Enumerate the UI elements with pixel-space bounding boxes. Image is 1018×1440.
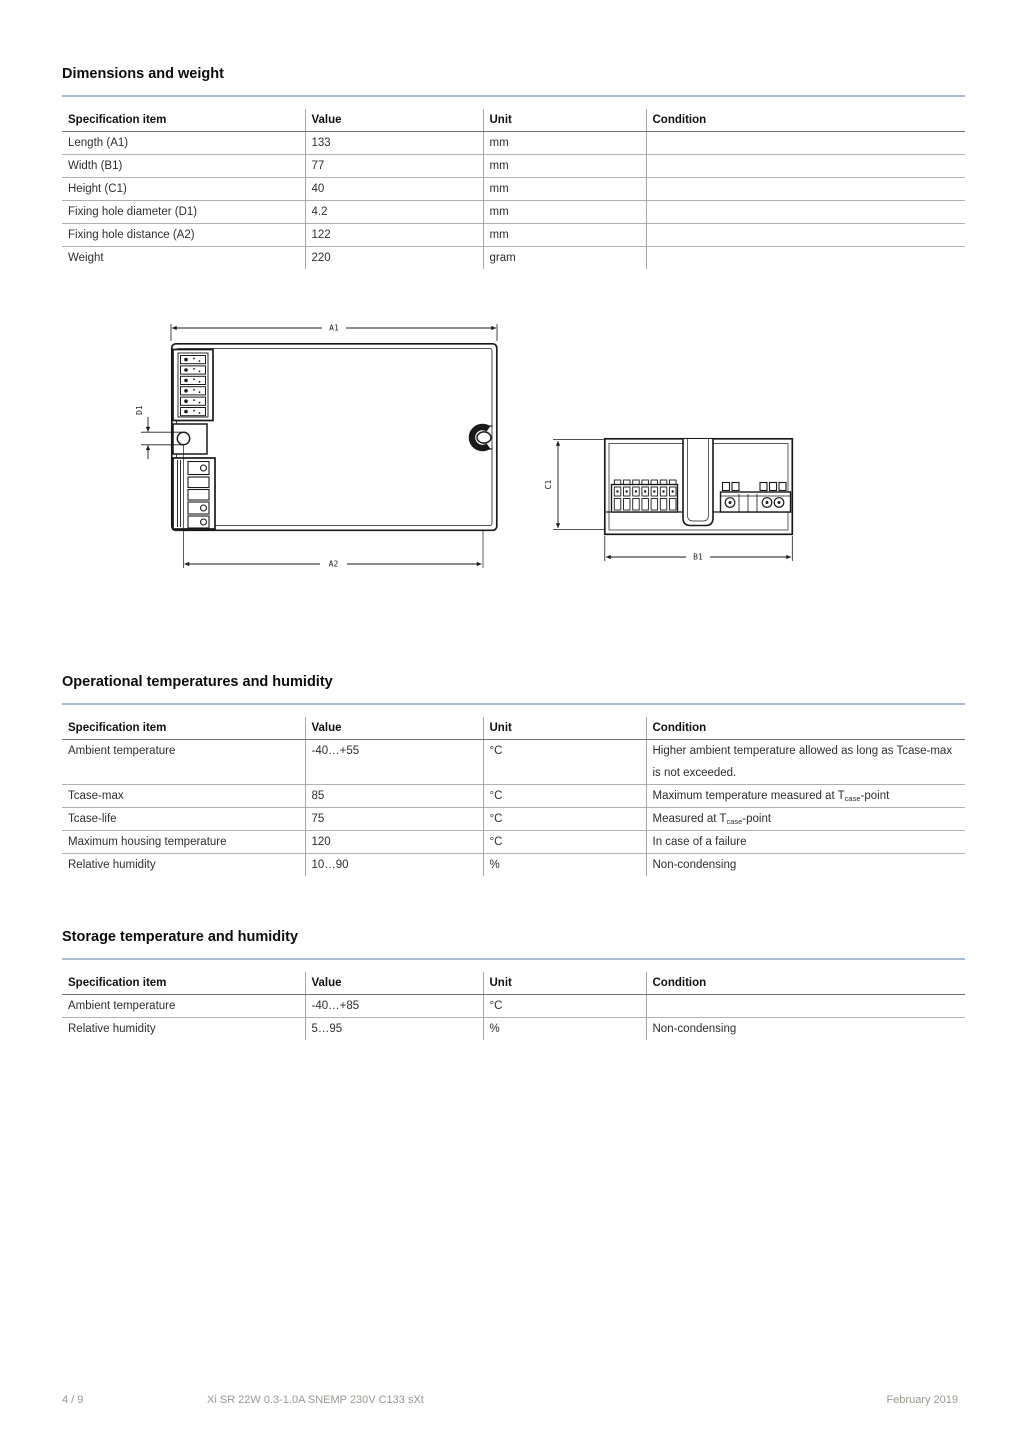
dim-label-b1: B1 xyxy=(693,552,703,562)
value-cell: 4.2 xyxy=(305,201,483,224)
page-footer xyxy=(62,1392,962,1408)
value-cell: 75 xyxy=(305,808,483,831)
value-cell: 10…90 xyxy=(305,854,483,877)
end-view-drawing xyxy=(543,428,813,568)
condition-cell xyxy=(646,224,965,247)
column-header-condition: Condition xyxy=(646,972,965,995)
column-header-specification-item: Specification item xyxy=(62,717,305,740)
fixing-hole xyxy=(177,432,189,444)
table-row xyxy=(62,201,965,224)
spec-item-cell: Fixing hole distance (A2) xyxy=(62,224,305,247)
value-cell: -40…+85 xyxy=(305,995,483,1018)
condition-cell: Non-condensing xyxy=(646,854,965,877)
table-header-row xyxy=(62,109,965,132)
spec-item-cell: Maximum housing temperature xyxy=(62,831,305,854)
condition-cell: In case of a failure xyxy=(646,831,965,854)
section-dimensions-and-weight xyxy=(62,66,965,269)
storage-table xyxy=(62,972,965,1040)
column-header-unit: Unit xyxy=(483,972,646,995)
table-header-row xyxy=(62,972,965,995)
unit-cell: °C xyxy=(483,740,646,785)
table-row xyxy=(62,740,965,785)
unit-cell: °C xyxy=(483,995,646,1018)
section-divider-line xyxy=(62,95,965,97)
condition-cell xyxy=(646,995,965,1018)
unit-cell: °C xyxy=(483,808,646,831)
unit-cell: °C xyxy=(483,785,646,808)
table-row xyxy=(62,808,965,831)
value-cell: 5…95 xyxy=(305,1018,483,1041)
spec-item-cell: Width (B1) xyxy=(62,155,305,178)
spec-item-cell: Relative humidity xyxy=(62,854,305,877)
table-row xyxy=(62,155,965,178)
spec-item-cell: Tcase-life xyxy=(62,808,305,831)
value-cell: -40…+55 xyxy=(305,740,483,785)
spec-item-cell: Height (C1) xyxy=(62,178,305,201)
table-row xyxy=(62,224,965,247)
dimensions-table xyxy=(62,109,965,269)
unit-cell: mm xyxy=(483,178,646,201)
column-header-value: Value xyxy=(305,717,483,740)
column-header-value: Value xyxy=(305,972,483,995)
column-header-condition: Condition xyxy=(646,717,965,740)
condition-cell: Non-condensing xyxy=(646,1018,965,1041)
section-title-storage: Storage temperature and humidity xyxy=(62,929,299,945)
condition-cell: Higher ambient temperature allowed as long as Tcase-max is not exceeded. xyxy=(646,740,965,785)
table-row xyxy=(62,178,965,201)
dim-label-c1: C1 xyxy=(544,479,553,490)
value-cell: 133 xyxy=(305,132,483,155)
spec-item-cell: Length (A1) xyxy=(68,137,129,149)
unit-cell: mm xyxy=(483,132,646,155)
spec-item-cell: Tcase-max xyxy=(62,785,305,808)
condition-cell xyxy=(646,132,965,155)
dim-label-a2: A2 xyxy=(328,559,339,569)
table-row xyxy=(62,1018,965,1041)
footer-date: February 2019 xyxy=(886,1394,958,1406)
condition-cell: Measured at $T_{case}$-point xyxy=(646,808,965,831)
table-row xyxy=(62,785,965,808)
column-header-unit: Unit xyxy=(483,109,646,132)
section-operational-temperatures xyxy=(62,674,965,876)
spec-item-cell: Fixing hole diameter (D1) xyxy=(62,201,305,224)
section-storage-temperature xyxy=(62,929,965,1040)
column-header-unit: Unit xyxy=(483,717,646,740)
spec-item-cell: Ambient temperature xyxy=(68,745,176,757)
value-cell: 122 xyxy=(305,224,483,247)
table-row xyxy=(62,831,965,854)
condition-cell xyxy=(646,155,965,178)
spec-item-cell: Ambient temperature xyxy=(68,1000,176,1012)
unit-cell: % xyxy=(483,854,646,877)
section-divider-line xyxy=(62,703,965,705)
dim-label-a1: A1 xyxy=(329,323,339,333)
page-number: 4 / 9 xyxy=(62,1394,84,1406)
table-row xyxy=(62,247,965,270)
spec-item-cell: Relative humidity xyxy=(62,1018,305,1041)
section-divider-line xyxy=(62,958,965,960)
condition-cell xyxy=(646,247,965,270)
unit-cell: mm xyxy=(483,224,646,247)
table-row xyxy=(62,854,965,877)
top-view-drawing xyxy=(128,312,512,580)
section-title-operational: Operational temperatures and humidity xyxy=(62,674,333,690)
unit-cell: mm xyxy=(483,155,646,178)
section-title-dimensions: Dimensions and weight xyxy=(62,66,224,82)
value-cell: 220 xyxy=(305,247,483,270)
condition-cell: Maximum temperature measured at $T_{case}$-point xyxy=(646,785,965,808)
condition-cell xyxy=(646,178,965,201)
value-cell: 40 xyxy=(305,178,483,201)
value-cell: 85 xyxy=(305,785,483,808)
operational-table xyxy=(62,717,965,876)
table-header-row xyxy=(62,717,965,740)
column-header-specification-item: Specification item xyxy=(62,972,305,995)
column-header-specification-item: Specification item xyxy=(62,109,305,132)
table-row xyxy=(62,132,965,155)
unit-cell: °C xyxy=(483,831,646,854)
spec-item-cell: Weight xyxy=(62,247,305,270)
condition-cell xyxy=(646,201,965,224)
value-cell: 77 xyxy=(305,155,483,178)
table-row xyxy=(62,995,965,1018)
column-header-condition: Condition xyxy=(646,109,965,132)
unit-cell: mm xyxy=(483,201,646,224)
unit-cell: gram xyxy=(483,247,646,270)
unit-cell: % xyxy=(483,1018,646,1041)
footer-product-name: Xi SR 22W 0.3-1.0A SNEMP 230V C133 sXt xyxy=(207,1394,424,1406)
value-cell: 120 xyxy=(305,831,483,854)
column-header-value: Value xyxy=(305,109,483,132)
dim-label-d1: D1 xyxy=(135,405,144,415)
